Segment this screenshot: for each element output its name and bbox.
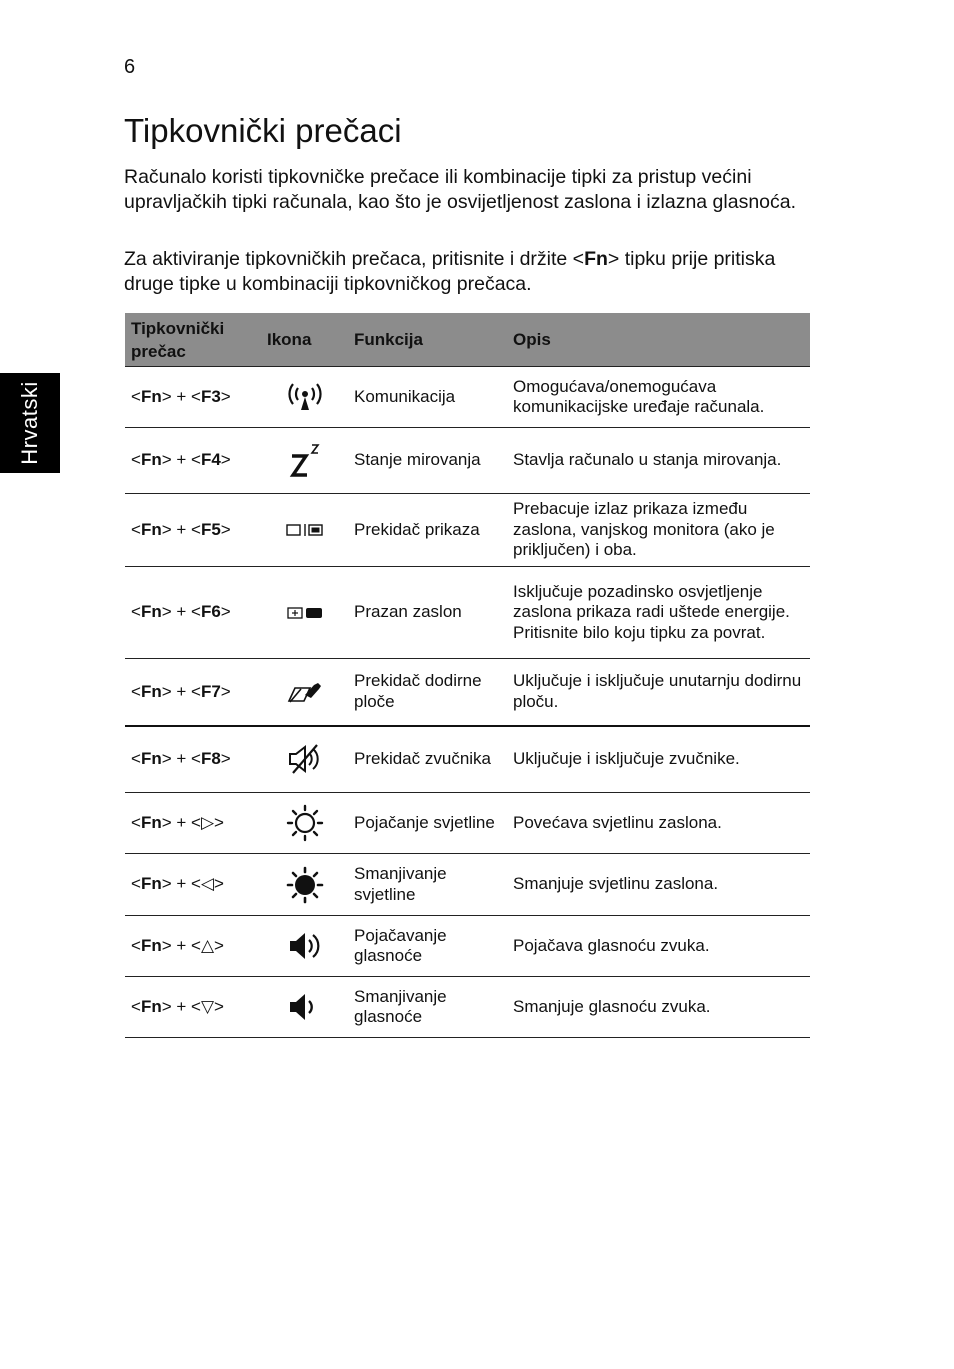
shortcut-cell: <Fn> + <F6> (125, 567, 261, 659)
function-cell: Prekidač prikaza (348, 494, 507, 567)
table-row (125, 854, 810, 916)
description-cell: Uključuje i isključuje unutarnju dodirnu ploču. (507, 659, 810, 726)
header-description: Opis (507, 313, 810, 367)
shortcut-key: F3 (200, 386, 221, 406)
shortcut-cell: <Fn> + <F4> (125, 428, 261, 494)
shortcut-key: ◁ (200, 874, 215, 894)
fn-key: Fn (140, 602, 162, 622)
shortcut-key: ▷ (200, 812, 215, 832)
shortcut-cell: <Fn> + <F7> (125, 659, 261, 726)
table-row (125, 659, 810, 726)
brightness-down-icon (285, 866, 325, 904)
table-row (125, 367, 810, 428)
description-cell: Isključuje pozadinsko osvjetljenje zaslona prikaza radi uštede energije. Pritisnite bilo koju tipku za povrat. (507, 567, 810, 659)
table-row (125, 726, 810, 793)
table-row (125, 916, 810, 977)
shortcut-cell: <Fn> + <F3> (125, 367, 261, 428)
intro-paragraph: Računalo koristi tipkovničke prečace ili kombinacije tipki za pristup većini upravljačkih tipki računala, kao što je osvijetljenost zaslona i izlazna glasnoća. (124, 166, 797, 213)
header-icon: Ikona (261, 313, 348, 367)
fn-key: Fn (140, 812, 162, 832)
instruction-paragraph (124, 247, 814, 297)
shortcut-cell: <Fn> + <F8> (125, 726, 261, 793)
wireless-icon (285, 381, 325, 413)
description-cell: Stavlja računalo u stanja mirovanja. (507, 428, 810, 494)
table-row (125, 567, 810, 659)
shortcut-table (125, 313, 810, 1038)
description-cell: Pojačava glasnoću zvuka. (507, 916, 810, 977)
language-side-tab (0, 373, 60, 473)
fn-key: Fn (140, 450, 162, 470)
function-cell: Smanjivanje glasnoće (348, 977, 507, 1038)
table-row (125, 494, 810, 567)
function-cell: Stanje mirovanja (348, 428, 507, 494)
description-cell: Omogućava/onemogućava komunikacijske uređaje računala. (507, 367, 810, 428)
shortcut-cell: <Fn> + <△> (125, 916, 261, 977)
display-toggle-icon (285, 522, 325, 538)
touchpad-toggle-icon (285, 679, 325, 705)
description-cell: Prebacuje izlaz prikaza između zaslona, vanjskog monitora (ako je priključen) i oba. (507, 494, 810, 567)
header-shortcut: Tipkovnički prečac (125, 313, 261, 367)
fn-key: Fn (140, 519, 162, 539)
shortcut-cell: <Fn> + <▷> (125, 793, 261, 854)
description-cell: Smanjuje svjetlinu zaslona. (507, 854, 810, 916)
shortcut-cell: <Fn> + <F5> (125, 494, 261, 567)
instruction-key: Fn (584, 248, 608, 270)
speaker-mute-icon (285, 742, 325, 776)
table-row (125, 428, 810, 494)
function-cell: Smanjivanje svjetline (348, 854, 507, 916)
volume-up-icon (285, 929, 325, 963)
shortcut-cell: <Fn> + <▽> (125, 977, 261, 1038)
page-title: Tipkovnički prečaci (124, 112, 402, 149)
function-cell: Prekidač zvučnika (348, 726, 507, 793)
side-tab-label: Hrvatski (17, 381, 42, 465)
function-cell: Pojačanje svjetline (348, 793, 507, 854)
shortcut-cell: <Fn> + <◁> (125, 854, 261, 916)
function-cell: Pojačavanje glasnoće (348, 916, 507, 977)
shortcut-key: F8 (200, 749, 221, 768)
fn-key: Fn (140, 935, 162, 955)
shortcut-key: F5 (200, 519, 221, 539)
shortcut-key: ▽ (200, 996, 215, 1016)
fn-key: Fn (140, 681, 162, 701)
sleep-icon (285, 442, 325, 480)
fn-key: Fn (140, 749, 162, 768)
shortcut-key: F4 (200, 450, 221, 470)
fn-key: Fn (140, 386, 162, 406)
shortcut-key: △ (200, 935, 215, 955)
instruction-after: > tipku prije pritiska druge tipke u kombinaciji tipkovničkog prečaca. (124, 248, 776, 295)
shortcut-key: F7 (200, 681, 221, 701)
volume-down-icon (285, 990, 325, 1024)
screen-blank-icon (285, 605, 325, 621)
function-cell: Komunikacija (348, 367, 507, 428)
description-cell: Povećava svjetlinu zaslona. (507, 793, 810, 854)
function-cell: Prekidač dodirne ploče (348, 659, 507, 726)
fn-key: Fn (140, 996, 162, 1016)
description-cell: Uključuje i isključuje zvučnike. (507, 726, 810, 793)
instruction-before: Za aktiviranje tipkovničkih prečaca, pritisnite i držite < (124, 248, 585, 270)
shortcut-key: F6 (200, 602, 221, 622)
brightness-up-icon (285, 804, 325, 842)
header-function: Funkcija (348, 313, 507, 367)
table-header-row (125, 313, 810, 367)
table-row (125, 977, 810, 1038)
function-cell: Prazan zaslon (348, 567, 507, 659)
page-number: 6 (124, 56, 136, 78)
fn-key: Fn (140, 874, 162, 894)
table-row (125, 793, 810, 854)
description-cell: Smanjuje glasnoću zvuka. (507, 977, 810, 1038)
